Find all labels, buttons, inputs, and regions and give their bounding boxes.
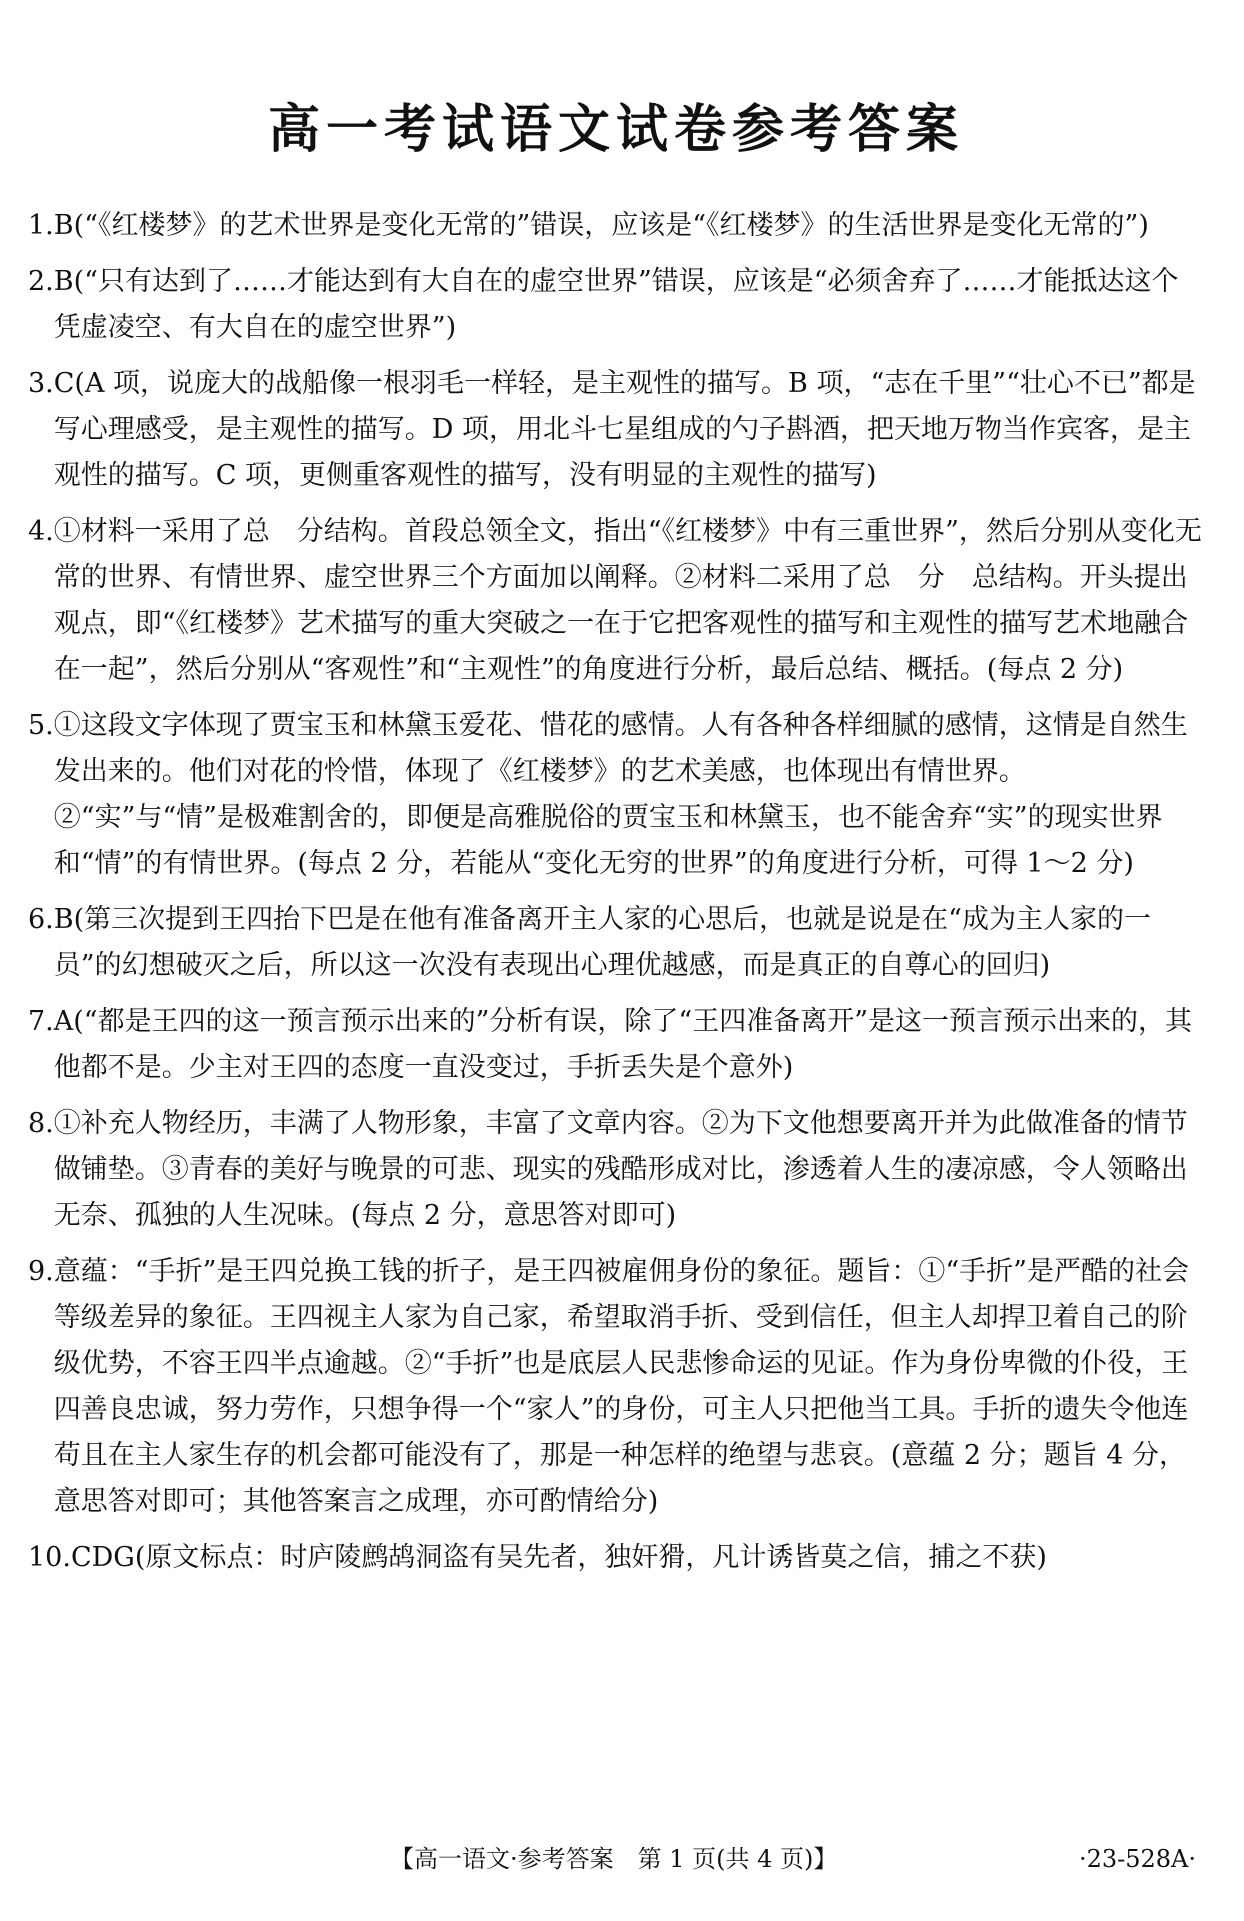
answer-number: 2.: [28, 266, 54, 297]
answer-item-7: [28, 999, 1204, 1091]
answer-number: 6.: [28, 904, 54, 935]
answer-number: 5.: [28, 710, 54, 741]
answer-text: CDG(原文标点：时庐陵鹧鸪洞盗有吴先者，独奸猾，凡计诱皆莫之信，捕之不获): [70, 1542, 1047, 1573]
answer-number: 9.: [28, 1256, 54, 1287]
answer-number: 10.: [28, 1542, 71, 1573]
answer-number: 1.: [28, 210, 54, 241]
answer-text: C(A 项，说庞大的战船像一根羽毛一样轻，是主观性的描写。B 项，“志在千里”“壮心不已”都是写心理感受，是主观性的描写。D 项，用北斗七星组成的勺子斟酒，把天地万物当作宾客，是主观性的描写。C 项，更侧重客观性的描写，没有明显的主观性的描写): [53, 368, 1196, 491]
page-title: 高一考试语文试卷参考答案: [267, 99, 964, 160]
answer-text: 意蕴：“手折”是王四兑换工钱的折子，是王四被雇佣身份的象征。题旨：①“手折”是严酷的社会等级差异的象征。王四视主人家为自己家，希望取消手折、受到信任，但主人却捍卫着自己的阶级优势，不容王四半点逾越。②“手折”也是底层人民悲惨命运的见证。作为身份卑微的仆役，王四善良忠诚，努力劳作，只想争得一个“家人”的身份，可主人只把他当工具。手折的遗失令他连苟且在主人家生存的机会都可能没有了，那是一种怎样的绝望与悲哀。(意蕴 2 分；题旨 4 分，意思答对即可；其他答案言之成理，亦可酌情给分): [53, 1256, 1189, 1517]
answer-item-8: [28, 1101, 1204, 1239]
answer-item-10: [28, 1535, 1204, 1581]
answer-item-6: [28, 897, 1204, 989]
answer-item-9: [28, 1249, 1204, 1525]
answer-text: B(第三次提到王四抬下巴是在他有准备离开主人家的心思后，也就是说是在“成为主人家的一员”的幻想破灭之后，所以这一次没有表现出心理优越感，而是真正的自尊心的回归): [53, 904, 1151, 981]
answer-list: [28, 203, 1204, 1581]
answer-text: B(“《红楼梦》的艺术世界是变化无常的”错误，应该是“《红楼梦》的生活世界是变化无常的”): [53, 210, 1149, 241]
answer-number: 4.: [28, 516, 54, 547]
answer-text: ①材料一采用了总 分结构。首段总领全文，指出“《红楼梦》中有三重世界”，然后分别从变化无常的世界、有情世界、虚空世界三个方面加以阐释。②材料二采用了总 分 总结构。开头提出观点，即“《红楼梦》艺术描写的重大突破之一在于它把客观性的描写和主观性的描写艺术地融合在一起”，然后分别从“客观性”和“主观性”的角度进行分析，最后总结、概括。(每点 2 分): [53, 516, 1202, 685]
answer-item-1: [28, 203, 1204, 249]
answer-text: A(“都是王四的这一预言预示出来的”分析有误，除了“王四准备离开”是这一预言预示出来的，其他都不是。少主对王四的态度一直没变过，手折丢失是个意外): [53, 1006, 1193, 1083]
answer-text: ①补充人物经历，丰满了人物形象，丰富了文章内容。②为下文他想要离开并为此做准备的情节做铺垫。③青春的美好与晚景的可悲、现实的残酷形成对比，渗透着人生的凄凉感，令人领略出无奈、孤独的人生况味。(每点 2 分，意思答对即可): [53, 1108, 1188, 1231]
answer-text: ①这段文字体现了贾宝玉和林黛玉爱花、惜花的感情。人有各种各样细腻的感情，这情是自然生发出来的。他们对花的怜惜，体现了《红楼梦》的艺术美感，也体现出有情世界。②“实”与“情”是极难割舍的，即便是高雅脱俗的贾宝玉和林黛玉，也不能舍弃“实”的现实世界和“情”的有情世界。(每点 2 分，若能从“变化无穷的世界”的角度进行分析，可得 1～2 分): [53, 710, 1188, 879]
answer-item-2: [28, 259, 1204, 351]
answer-text: B(“只有达到了……才能达到有大自在的虚空世界”错误，应该是“必须舍弃了……才能抵达这个凭虚凌空、有大自在的虚空世界”): [53, 266, 1179, 343]
answer-number: 7.: [28, 1006, 54, 1037]
answer-number: 8.: [28, 1108, 54, 1139]
answer-item-5: [28, 703, 1204, 887]
footer-page-info: 【高一语文·参考答案 第 1 页(共 4 页)】: [390, 1845, 838, 1873]
answer-number: 3.: [28, 368, 54, 399]
answer-item-3: [28, 361, 1204, 499]
footer-exam-code: ·23-528A·: [1078, 1845, 1196, 1873]
answer-item-4: [28, 509, 1204, 693]
